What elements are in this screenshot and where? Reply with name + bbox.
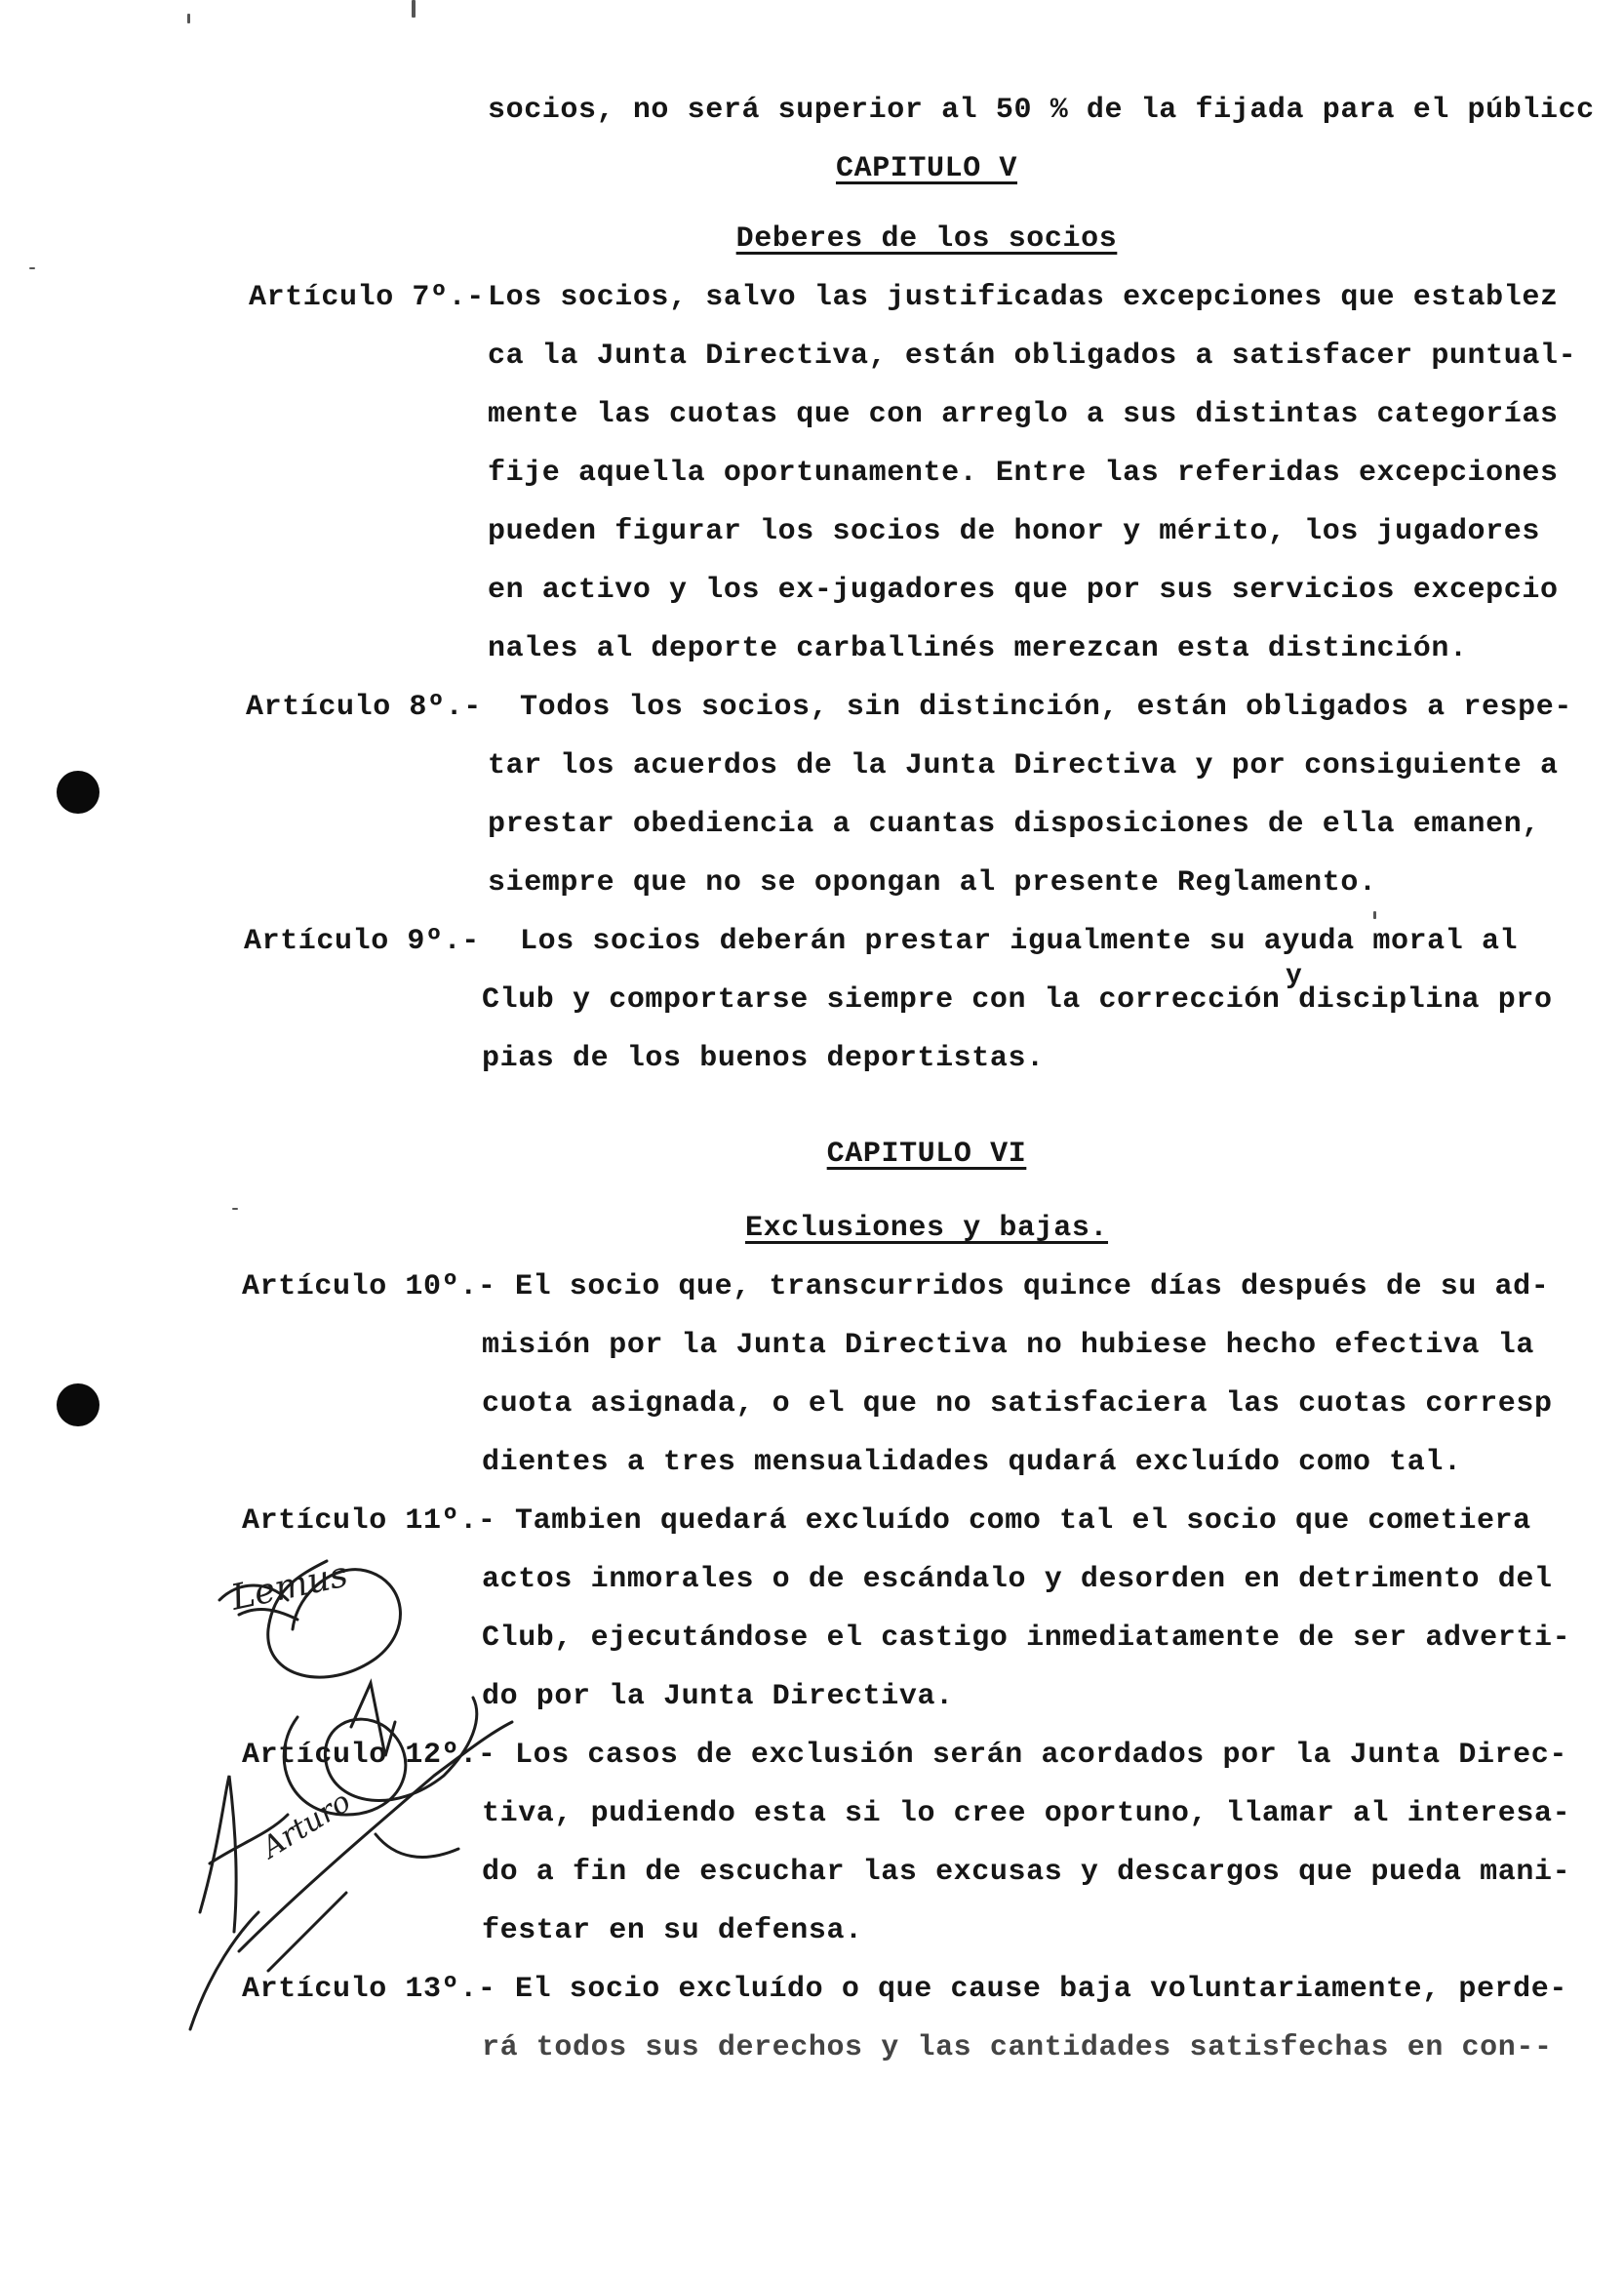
article-7-line: pueden figurar los socios de honor y mérito, los jugadores	[488, 515, 1540, 548]
article-8-label: Artículo 8º.-	[246, 691, 482, 724]
article-8-line: tar los acuerdos de la Junta Directiva y por consiguiente a	[488, 749, 1559, 782]
article-10-line: dientes a tres mensualidades qudará excluído como tal.	[482, 1446, 1462, 1479]
article-11-line: Club, ejecutándose el castigo inmediatamente de ser adverti-	[482, 1622, 1571, 1655]
handwritten-signature	[180, 1522, 532, 2049]
article-10-line: El socio que, transcurridos quince días después de su ad-	[515, 1270, 1550, 1303]
chapter-5-subtitle: Deberes de los socios	[735, 222, 1118, 256]
scan-speck	[1373, 911, 1376, 919]
signature-text-b: Arturo	[256, 1784, 357, 1865]
article-8-line: siempre que no se opongan al presente Reglamento.	[488, 866, 1377, 900]
article-10-line: cuota asignada, o el que no satisfaciera las cuotas corresp	[482, 1387, 1553, 1421]
article-7-line: ca la Junta Directiva, están obligados a satisfacer puntual-	[488, 340, 1577, 373]
chapter-6-subtitle: Exclusiones y bajas.	[744, 1212, 1109, 1245]
article-7-line: Los socios, salvo las justificadas excepciones que establez	[488, 281, 1559, 314]
scan-speck	[232, 1208, 238, 1210]
article-12-line: do a fin de escuchar las excusas y descargos que pueda mani-	[482, 1856, 1571, 1889]
article-12-line: Los casos de exclusión serán acordados por la Junta Direc-	[515, 1739, 1567, 1772]
article-12-line: festar en su defensa.	[482, 1914, 863, 1947]
article-10-label: Artículo 10º.-	[242, 1270, 496, 1303]
chapter-6-title: CAPITULO VI	[826, 1138, 1027, 1171]
article-7-line: nales al deporte carballinés merezcan esta distinción.	[488, 632, 1468, 665]
article-12-line: tiva, pudiendo esta si lo cree oportuno, llamar al interesa-	[482, 1797, 1571, 1830]
article-9-line: pias de los buenos deportistas.	[482, 1042, 1045, 1075]
punch-hole-icon	[57, 771, 99, 814]
article-7-label: Artículo 7º.-	[249, 281, 485, 314]
article-11-line: Tambien quedará excluído como tal el socio que cometiera	[515, 1504, 1531, 1538]
article-11-line: actos inmorales o de escándalo y desorden en detrimento del	[482, 1563, 1553, 1596]
article-13-label: Artículo 13º.-	[242, 1973, 496, 2006]
article-12-label: Artículo 12º.-	[242, 1739, 496, 1772]
article-7-line: fije aquella oportunamente. Entre las referidas excepciones	[488, 457, 1559, 490]
article-11-label: Artículo 11º.-	[242, 1504, 496, 1538]
article-8-line: prestar obediencia a cuantas disposiciones de ella emanen,	[488, 808, 1540, 841]
scan-speck	[29, 267, 35, 269]
punch-hole-icon	[57, 1383, 99, 1426]
article-8-line: Todos los socios, sin distinción, están obligados a respe-	[520, 691, 1572, 724]
article-7-line: en activo y los ex-jugadores que por sus servicios excepcio	[488, 574, 1559, 607]
article-13-line: El socio excluído o que cause baja voluntariamente, perde-	[515, 1973, 1567, 2006]
chapter-5-title: CAPITULO V	[835, 152, 1018, 185]
article-9-label: Artículo 9º.-	[244, 925, 480, 958]
scan-speck	[187, 14, 190, 23]
scan-speck	[412, 0, 416, 18]
article-9-line: Club y comportarse siempre con la corrección disciplina pro	[482, 983, 1553, 1017]
article-9-insert-mark: y	[1286, 961, 1303, 991]
article-9-line: Los socios deberán prestar igualmente su ayuda moral al	[520, 925, 1519, 958]
article-10-line: misión por la Junta Directiva no hubiese hecho efectiva la	[482, 1329, 1534, 1362]
intro-line: socios, no será superior al 50 % de la fijada para el públicc	[488, 94, 1595, 127]
article-7-line: mente las cuotas que con arreglo a sus distintas categorías	[488, 398, 1559, 431]
article-11-line: do por la Junta Directiva.	[482, 1680, 954, 1713]
signature-text-a: Lemus	[227, 1554, 352, 1619]
article-13-line: rá todos sus derechos y las cantidades satisfechas en con--	[482, 2031, 1553, 2064]
